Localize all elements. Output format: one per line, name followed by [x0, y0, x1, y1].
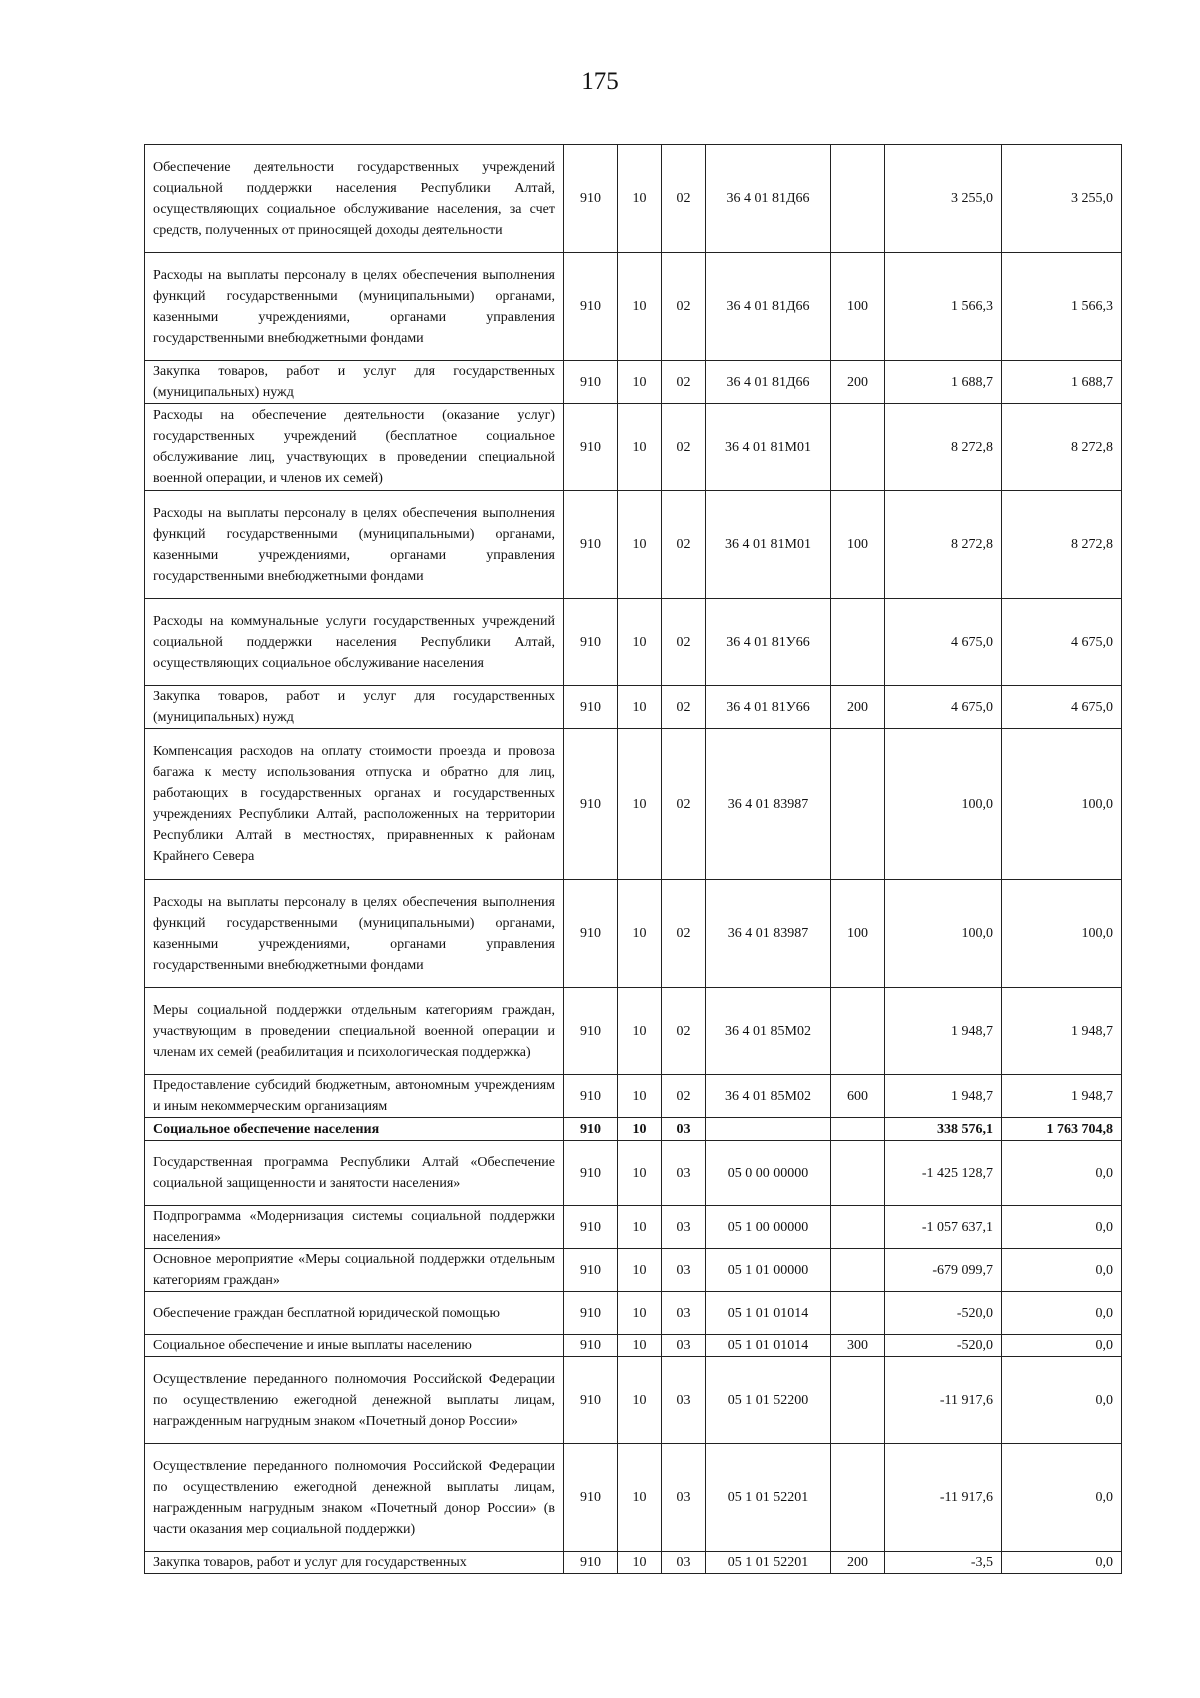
cell-amount-2: 1 566,3: [1002, 253, 1122, 361]
cell-expense-type: 300: [831, 1335, 885, 1357]
cell-admin-code: 910: [564, 729, 618, 880]
cell-expense-type: [831, 1292, 885, 1335]
table-row: [145, 1357, 1122, 1444]
cell-amount-2: 4 675,0: [1002, 599, 1122, 686]
table-row: [145, 1075, 1122, 1118]
cell-description: Подпрограмма «Модернизация системы социальной поддержки населения»: [145, 1206, 564, 1249]
cell-section: 10: [618, 1552, 662, 1574]
cell-admin-code: 910: [564, 1206, 618, 1249]
cell-target-article: 36 4 01 83987: [706, 729, 831, 880]
cell-target-article: 05 1 01 52200: [706, 1357, 831, 1444]
table-row: [145, 1335, 1122, 1357]
cell-admin-code: 910: [564, 361, 618, 404]
cell-description: Обеспечение деятельности государственных учреждений социальной поддержки населения Республики Алтай, осуществляющих социальное обслуживание населения, за счет средств, полученных от приносящей доходы деятельности: [145, 145, 564, 253]
cell-section: 10: [618, 1118, 662, 1141]
cell-description: Государственная программа Республики Алтай «Обеспечение социальной защищенности и занятости населения»: [145, 1141, 564, 1206]
cell-expense-type: 200: [831, 361, 885, 404]
cell-section: 10: [618, 1357, 662, 1444]
cell-admin-code: 910: [564, 880, 618, 988]
cell-description: Закупка товаров, работ и услуг для государственных (муниципальных) нужд: [145, 361, 564, 404]
cell-description: Закупка товаров, работ и услуг для государственных (муниципальных) нужд: [145, 686, 564, 729]
cell-subsection: 02: [662, 880, 706, 988]
cell-admin-code: 910: [564, 1118, 618, 1141]
cell-target-article: 05 1 01 00000: [706, 1249, 831, 1292]
cell-amount-1: -11 917,6: [885, 1444, 1002, 1552]
table-row: [145, 988, 1122, 1075]
cell-description: Осуществление переданного полномочия Российской Федерации по осуществлению ежегодной денежной выплаты лицам, награжденным нагрудным знаком «Почетный донор России» (в части оказания мер социальной поддержки): [145, 1444, 564, 1552]
cell-subsection: 02: [662, 686, 706, 729]
cell-amount-1: 8 272,8: [885, 491, 1002, 599]
cell-expense-type: [831, 729, 885, 880]
cell-description: Меры социальной поддержки отдельным категориям граждан, участвующим в проведении специальной военной операции и членам их семей (реабилитация и психологическая поддержка): [145, 988, 564, 1075]
cell-subsection: 03: [662, 1206, 706, 1249]
cell-expense-type: [831, 1118, 885, 1141]
cell-admin-code: 910: [564, 1075, 618, 1118]
cell-target-article: 05 1 01 01014: [706, 1292, 831, 1335]
cell-section: 10: [618, 1444, 662, 1552]
cell-section: 10: [618, 253, 662, 361]
cell-target-article: 05 1 01 52201: [706, 1552, 831, 1574]
cell-target-article: 36 4 01 81У66: [706, 599, 831, 686]
cell-amount-2: 0,0: [1002, 1206, 1122, 1249]
cell-amount-1: 338 576,1: [885, 1118, 1002, 1141]
cell-amount-1: -3,5: [885, 1552, 1002, 1574]
page-number: 175: [581, 68, 619, 95]
cell-description: Расходы на выплаты персоналу в целях обеспечения выполнения функций государственными (муниципальными) органами, казенными учреждениями, органами управления государственными внебюджетными фондами: [145, 491, 564, 599]
cell-target-article: 05 1 00 00000: [706, 1206, 831, 1249]
cell-expense-type: 600: [831, 1075, 885, 1118]
cell-section: 10: [618, 1206, 662, 1249]
cell-expense-type: [831, 1444, 885, 1552]
cell-amount-1: 1 566,3: [885, 253, 1002, 361]
cell-amount-2: 100,0: [1002, 880, 1122, 988]
cell-admin-code: 910: [564, 1335, 618, 1357]
table-row: [145, 1552, 1122, 1574]
cell-expense-type: [831, 1206, 885, 1249]
cell-expense-type: [831, 1141, 885, 1206]
cell-subsection: 03: [662, 1292, 706, 1335]
cell-target-article: 05 0 00 00000: [706, 1141, 831, 1206]
cell-target-article: 36 4 01 83987: [706, 880, 831, 988]
cell-subsection: 02: [662, 145, 706, 253]
table-row: [145, 686, 1122, 729]
cell-admin-code: 910: [564, 1249, 618, 1292]
cell-section: 10: [618, 1075, 662, 1118]
cell-description: Расходы на коммунальные услуги государственных учреждений социальной поддержки населения Республики Алтай, осуществляющих социальное обслуживание населения: [145, 599, 564, 686]
cell-description: Основное мероприятие «Меры социальной поддержки отдельным категориям граждан»: [145, 1249, 564, 1292]
cell-target-article: 05 1 01 52201: [706, 1444, 831, 1552]
cell-section: 10: [618, 988, 662, 1075]
cell-description: Расходы на выплаты персоналу в целях обеспечения выполнения функций государственными (муниципальными) органами, казенными учреждениями, органами управления государственными внебюджетными фондами: [145, 253, 564, 361]
cell-expense-type: [831, 145, 885, 253]
cell-description: Расходы на выплаты персоналу в целях обеспечения выполнения функций государственными (муниципальными) органами, казенными учреждениями, органами управления государственными внебюджетными фондами: [145, 880, 564, 988]
cell-amount-1: 8 272,8: [885, 404, 1002, 491]
cell-admin-code: 910: [564, 1444, 618, 1552]
cell-amount-1: 1 948,7: [885, 1075, 1002, 1118]
cell-target-article: 36 4 01 81Д66: [706, 145, 831, 253]
cell-target-article: 36 4 01 81Д66: [706, 253, 831, 361]
table-row: [145, 1292, 1122, 1335]
cell-target-article: 36 4 01 81М01: [706, 404, 831, 491]
cell-target-article: 36 4 01 85М02: [706, 1075, 831, 1118]
table-row: [145, 491, 1122, 599]
cell-amount-2: 0,0: [1002, 1444, 1122, 1552]
cell-amount-2: 0,0: [1002, 1335, 1122, 1357]
cell-subsection: 03: [662, 1444, 706, 1552]
cell-expense-type: [831, 599, 885, 686]
cell-amount-2: 8 272,8: [1002, 404, 1122, 491]
budget-table: [144, 144, 1122, 1574]
cell-amount-1: -11 917,6: [885, 1357, 1002, 1444]
cell-amount-2: 0,0: [1002, 1552, 1122, 1574]
table-row: [145, 1249, 1122, 1292]
cell-subsection: 02: [662, 361, 706, 404]
cell-description: Социальное обеспечение населения: [145, 1118, 564, 1141]
cell-section: 10: [618, 1335, 662, 1357]
cell-expense-type: 100: [831, 880, 885, 988]
cell-admin-code: 910: [564, 145, 618, 253]
table-row: [145, 880, 1122, 988]
cell-amount-1: 100,0: [885, 729, 1002, 880]
cell-amount-1: -1 057 637,1: [885, 1206, 1002, 1249]
cell-amount-1: 1 948,7: [885, 988, 1002, 1075]
cell-amount-1: 1 688,7: [885, 361, 1002, 404]
cell-section: 10: [618, 880, 662, 988]
cell-expense-type: 100: [831, 491, 885, 599]
cell-section: 10: [618, 599, 662, 686]
cell-amount-2: 0,0: [1002, 1292, 1122, 1335]
cell-section: 10: [618, 1292, 662, 1335]
cell-subsection: 03: [662, 1335, 706, 1357]
cell-admin-code: 910: [564, 1552, 618, 1574]
table-row: [145, 361, 1122, 404]
cell-section: 10: [618, 361, 662, 404]
cell-section: 10: [618, 1141, 662, 1206]
table-row: [145, 145, 1122, 253]
table-row: [145, 1206, 1122, 1249]
table-row: [145, 1118, 1122, 1141]
cell-amount-2: 1 948,7: [1002, 988, 1122, 1075]
cell-section: 10: [618, 404, 662, 491]
cell-amount-2: 0,0: [1002, 1249, 1122, 1292]
cell-amount-1: -679 099,7: [885, 1249, 1002, 1292]
cell-expense-type: 200: [831, 1552, 885, 1574]
cell-target-article: 36 4 01 81Д66: [706, 361, 831, 404]
cell-description: Предоставление субсидий бюджетным, автономным учреждениям и иным некоммерческим организациям: [145, 1075, 564, 1118]
cell-subsection: 03: [662, 1552, 706, 1574]
cell-subsection: 03: [662, 1118, 706, 1141]
cell-section: 10: [618, 145, 662, 253]
cell-expense-type: [831, 988, 885, 1075]
cell-admin-code: 910: [564, 686, 618, 729]
cell-amount-2: 0,0: [1002, 1141, 1122, 1206]
cell-amount-1: 4 675,0: [885, 686, 1002, 729]
cell-target-article: 36 4 01 85М02: [706, 988, 831, 1075]
cell-expense-type: [831, 1249, 885, 1292]
table-row: [145, 729, 1122, 880]
cell-admin-code: 910: [564, 491, 618, 599]
cell-section: 10: [618, 1249, 662, 1292]
cell-amount-1: -520,0: [885, 1335, 1002, 1357]
cell-subsection: 03: [662, 1141, 706, 1206]
cell-amount-2: 1 688,7: [1002, 361, 1122, 404]
cell-admin-code: 910: [564, 1141, 618, 1206]
table-row: [145, 1444, 1122, 1552]
cell-amount-1: -520,0: [885, 1292, 1002, 1335]
cell-amount-2: 4 675,0: [1002, 686, 1122, 729]
cell-amount-2: 1 763 704,8: [1002, 1118, 1122, 1141]
cell-admin-code: 910: [564, 599, 618, 686]
cell-subsection: 02: [662, 599, 706, 686]
cell-amount-2: 1 948,7: [1002, 1075, 1122, 1118]
cell-subsection: 02: [662, 404, 706, 491]
cell-subsection: 02: [662, 988, 706, 1075]
cell-expense-type: 100: [831, 253, 885, 361]
cell-section: 10: [618, 686, 662, 729]
cell-description: Закупка товаров, работ и услуг для государственных: [145, 1552, 564, 1574]
cell-admin-code: 910: [564, 253, 618, 361]
cell-expense-type: [831, 404, 885, 491]
cell-description: Осуществление переданного полномочия Российской Федерации по осуществлению ежегодной денежной выплаты лицам, награжденным нагрудным знаком «Почетный донор России»: [145, 1357, 564, 1444]
cell-subsection: 03: [662, 1249, 706, 1292]
table-row: [145, 404, 1122, 491]
cell-amount-1: -1 425 128,7: [885, 1141, 1002, 1206]
cell-subsection: 02: [662, 1075, 706, 1118]
cell-amount-2: 100,0: [1002, 729, 1122, 880]
table-row: [145, 253, 1122, 361]
cell-admin-code: 910: [564, 404, 618, 491]
cell-amount-2: 3 255,0: [1002, 145, 1122, 253]
cell-description: Обеспечение граждан бесплатной юридической помощью: [145, 1292, 564, 1335]
cell-target-article: 36 4 01 81М01: [706, 491, 831, 599]
cell-subsection: 02: [662, 253, 706, 361]
table-row: [145, 1141, 1122, 1206]
cell-target-article: 05 1 01 01014: [706, 1335, 831, 1357]
cell-amount-1: 100,0: [885, 880, 1002, 988]
cell-expense-type: 200: [831, 686, 885, 729]
cell-admin-code: 910: [564, 988, 618, 1075]
cell-admin-code: 910: [564, 1357, 618, 1444]
cell-description: Социальное обеспечение и иные выплаты населению: [145, 1335, 564, 1357]
cell-amount-2: 0,0: [1002, 1357, 1122, 1444]
cell-description: Расходы на обеспечение деятельности (оказание услуг) государственных учреждений (бесплатное социальное обслуживание лиц, участвующих в проведении специальной военной операции, и членов их семей): [145, 404, 564, 491]
cell-target-article: [706, 1118, 831, 1141]
cell-amount-2: 8 272,8: [1002, 491, 1122, 599]
cell-section: 10: [618, 491, 662, 599]
cell-amount-1: 4 675,0: [885, 599, 1002, 686]
cell-subsection: 03: [662, 1357, 706, 1444]
cell-subsection: 02: [662, 729, 706, 880]
cell-subsection: 02: [662, 491, 706, 599]
cell-target-article: 36 4 01 81У66: [706, 686, 831, 729]
cell-admin-code: 910: [564, 1292, 618, 1335]
table-row: [145, 599, 1122, 686]
cell-description: Компенсация расходов на оплату стоимости проезда и провоза багажа к месту использования отпуска и обратно для лиц, работающих в государственных органах и государственных учреждениях Республики Алтай, расположенных на территории Республики Алтай в местностях, приравненных к районам Крайнего Севера: [145, 729, 564, 880]
cell-expense-type: [831, 1357, 885, 1444]
cell-amount-1: 3 255,0: [885, 145, 1002, 253]
cell-section: 10: [618, 729, 662, 880]
